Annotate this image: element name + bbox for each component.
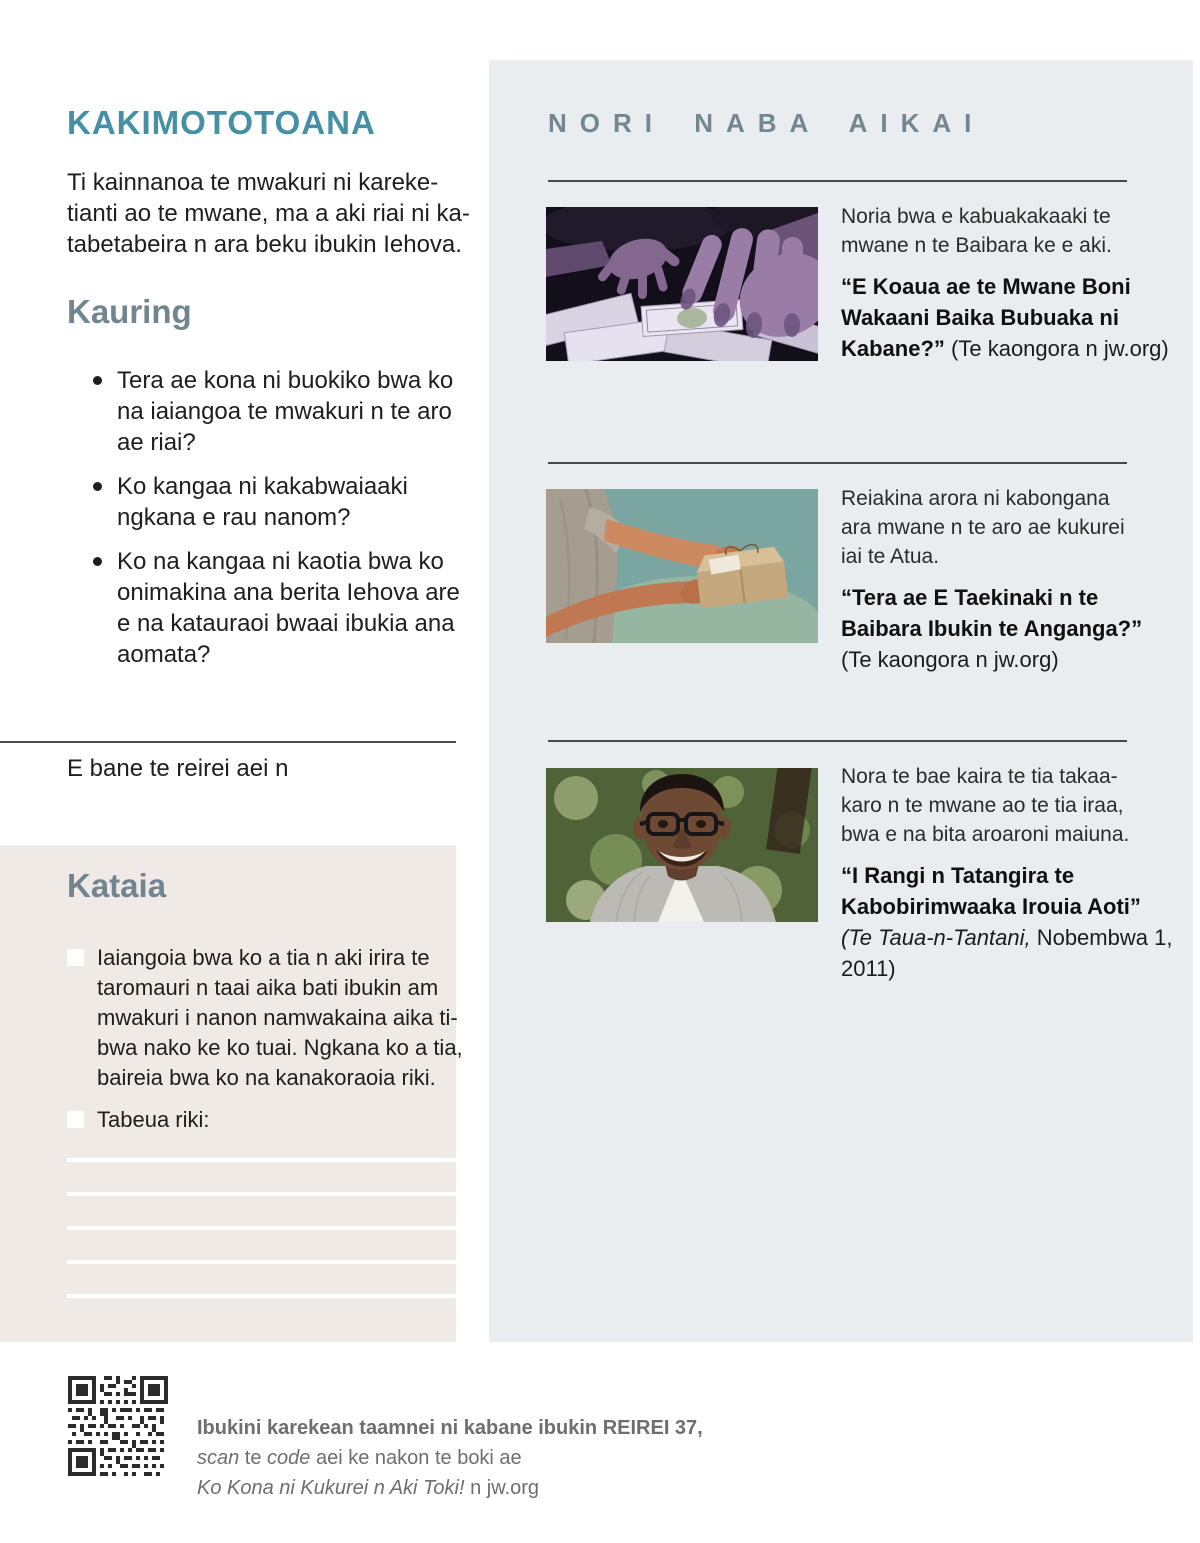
caption-italic: scan <box>197 1447 240 1469</box>
caption-italic: code <box>267 1447 311 1469</box>
try-box <box>0 845 463 1342</box>
bullet-item <box>67 471 467 533</box>
task-line: Tabeua riki: <box>97 1107 210 1132</box>
task-text <box>97 943 463 1093</box>
completion-note: E bane te reirei aei n <box>67 755 289 782</box>
source-title: (Te Taua-n-Tantani, <box>841 925 1031 950</box>
paragraph-line: tianti ao te mwane, ma a aki riai ni ka- <box>67 200 470 227</box>
bullet-line: Tera ae kona ni buokiko bwa ko <box>117 367 454 394</box>
desc-line: mwane n te Baibara ke e aki. <box>841 234 1112 257</box>
checkbox[interactable] <box>67 1111 84 1128</box>
source-ref: (Te kaongora n jw.org) <box>944 336 1169 361</box>
write-in-line[interactable] <box>67 1294 456 1298</box>
task-line: taromauri n taai aika bati ibukin am <box>97 975 439 1000</box>
quote-line: “Tera ae E Taekinaki n te <box>841 585 1099 610</box>
source-date: 2011) <box>841 956 896 981</box>
panel-title: NORI NABA AIKAI <box>548 108 985 138</box>
task-row <box>67 1105 210 1135</box>
panel-divider <box>548 462 1127 464</box>
write-in-line[interactable] <box>67 1226 456 1230</box>
desc-line: Nora te bae kaira te tia takaa- <box>841 765 1118 788</box>
desc-line: ara mwane n te aro ae kukurei <box>841 516 1125 539</box>
quote-line: Kabobirimwaaka Irouia Aoti” <box>841 894 1141 919</box>
checkbox[interactable] <box>67 949 84 966</box>
bullet-line: Ko na kangaa ni kaotia bwa ko <box>117 548 444 575</box>
media-item-text <box>841 762 1173 984</box>
paragraph-line: tabetabeira n ara beku ibukin Iehova. <box>67 231 462 258</box>
task-line: bwa nako ke ko tuai. Ngkana ko a tia, <box>97 1035 463 1060</box>
source-ref: (Te kaongora n jw.org) <box>841 647 1059 672</box>
write-in-line[interactable] <box>67 1158 456 1162</box>
caption-line <box>197 1443 703 1473</box>
write-in-line[interactable] <box>67 1192 456 1196</box>
caption-line <box>197 1473 703 1503</box>
paragraph-line: Ti kainnanoa te mwakuri ni kareke- <box>67 169 439 196</box>
task-line: baireia bwa ko na kanakoraoia riki. <box>97 1065 436 1090</box>
caption-line: Ibukini karekean taamnei ni kabane ibukin REIREI 37, <box>197 1417 703 1439</box>
media-item-text <box>841 202 1169 364</box>
desc-line: Reiakina arora ni kabongana <box>841 487 1110 510</box>
desc-line: Noria bwa e kabuakakaaki te <box>841 205 1111 228</box>
quote-end: Kabane?” <box>841 336 945 361</box>
caution-bullet-list <box>67 365 467 683</box>
bullet-line: onimakina ana berita Iehova are <box>117 579 460 606</box>
encouragement-title: KAKIMOTOTOANA <box>67 104 376 141</box>
task-line: mwakuri i nanon namwakaina aika ti- <box>97 1005 458 1030</box>
see-also-panel <box>489 60 1193 1342</box>
desc-line: karo n te mwane ao te tia iraa, <box>841 794 1124 817</box>
source-date: Nobembwa 1, <box>1030 925 1173 950</box>
encouragement-paragraph <box>67 167 470 260</box>
smiling-man-portrait-photo <box>546 768 818 922</box>
caution-title: Kauring <box>67 293 192 330</box>
bullet-line: ngkana e rau nanom? <box>117 504 351 531</box>
hands-giving-gift-illustration <box>546 489 818 643</box>
bullet-line: e na katauraoi bwaai ibukia ana <box>117 610 455 637</box>
desc-line: bwa e na bita aroaroni maiuna. <box>841 823 1130 846</box>
quote-line: “I Rangi n Tatangira te <box>841 863 1075 888</box>
caption-text: te <box>239 1447 268 1469</box>
media-item-text <box>841 484 1161 675</box>
bullet-item <box>67 546 467 670</box>
bullet-line: aomata? <box>117 641 211 668</box>
bullet-line: na iaiangoa te mwakuri n te aro <box>117 398 452 425</box>
caption-text: aei ke nakon te boki ae <box>310 1447 522 1469</box>
task-row <box>67 943 463 1093</box>
quote-line: Baibara Ibukin te Anganga?” <box>841 616 1143 641</box>
bullet-line: Ko kangaa ni kakabwaiaaki <box>117 473 408 500</box>
hands-grabbing-money-photo <box>546 207 818 361</box>
panel-divider <box>548 180 1127 182</box>
quote-line: “E Koaua ae te Mwane Boni <box>841 274 1131 299</box>
task-text <box>97 1105 210 1135</box>
left-divider <box>0 741 456 743</box>
qr-caption <box>197 1413 703 1503</box>
qr-code-icon <box>68 1376 168 1476</box>
caption-book-title: Ko Kona ni Kukurei n Aki Toki! <box>197 1477 465 1499</box>
task-line: Iaiangoia bwa ko a tia n aki irira te <box>97 945 430 970</box>
bullet-line: ae riai? <box>117 429 196 456</box>
try-box-title: Kataia <box>67 867 167 904</box>
caption-text: n jw.org <box>464 1477 540 1499</box>
bullet-item <box>67 365 467 458</box>
panel-divider <box>548 740 1127 742</box>
write-in-line[interactable] <box>67 1260 456 1264</box>
desc-line: iai te Atua. <box>841 545 940 568</box>
quote-line: Wakaani Baika Bubuaka ni <box>841 305 1119 330</box>
